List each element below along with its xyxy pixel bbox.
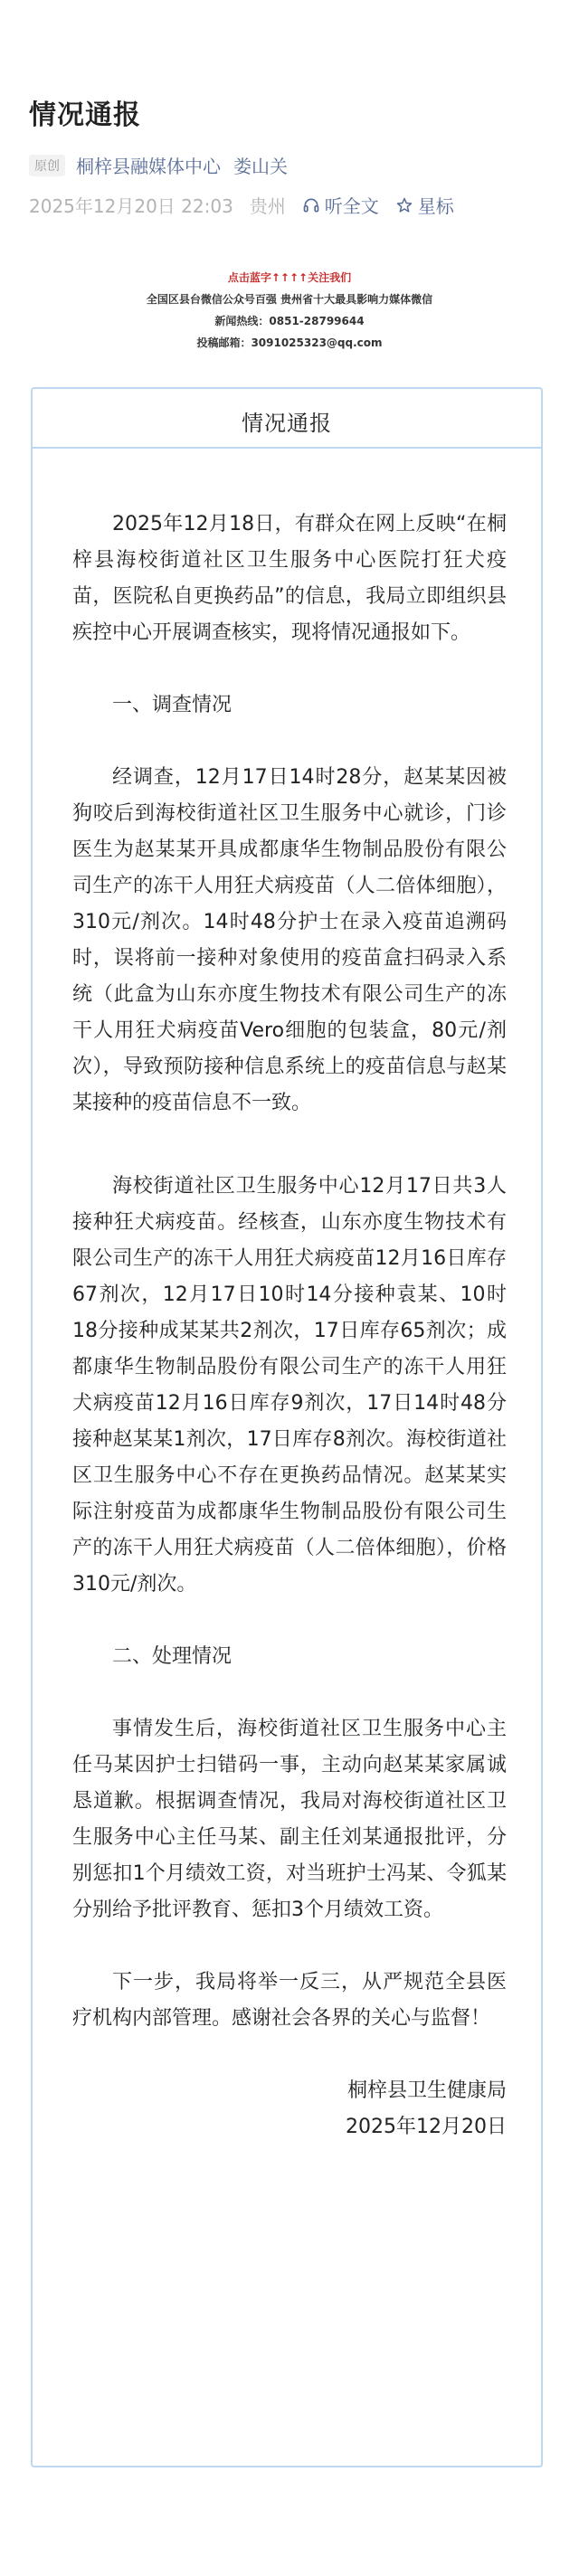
submission-email: 投稿邮箱：3091025323@qq.com <box>196 336 383 349</box>
investigation-paragraph-1: 经调查，12月17日14时28分，赵某某因被狗咬后到海校街道社区卫生服务中心就诊，门诊医生为赵某某开具成都康华生物制品股份有限公司生产的冻干人用狂犬病疫苗（人二倍体细胞），310元/剂次。14时48分护士在录入疫苗追溯码时，误将前一接种对象使用的疫苗盒扫码录入系统（此盒为山东亦度生物技术有限公司生产的冻干人用狂犬病疫苗Vero细胞的包装盒，80元/剂次），导致预防接种信息系统上的疫苗信息与赵某某接种的疫苗信息不一致。 <box>72 766 507 1114</box>
notice-divider <box>33 447 541 449</box>
notice-intro: 2025年12月18日，有群众在网上反映“在桐梓县海校街道社区卫生服务中心医院打狂犬疫苗，医院私自更换药品”的信息，我局立即组织县疾控中心开展调查核实，现将情况通报如下。 <box>72 513 507 644</box>
listen-label: 听全文 <box>324 195 379 217</box>
news-hotline: 新闻热线：0851-28799644 <box>214 315 365 327</box>
star-icon <box>395 196 413 214</box>
follow-prompt[interactable]: 点击蓝字↑↑↑↑关注我们 <box>227 271 352 284</box>
banner-honors: 全国区县台微信公众号百强 贵州省十大最具影响力媒体微信 <box>146 293 433 306</box>
author-name[interactable]: 娄山关 <box>233 156 288 177</box>
article-title: 情况通报 <box>29 99 141 131</box>
publish-location: 贵州 <box>249 195 286 217</box>
section-heading-handling: 二、处理情况 <box>112 1645 233 1668</box>
notice-title: 情况通报 <box>242 411 332 436</box>
section-heading-investigation: 一、调查情况 <box>112 694 233 716</box>
headphones-icon <box>302 196 320 214</box>
closing-paragraph: 下一步，我局将举一反三，从严规范全县医疗机构内部管理。感谢社会各界的关心与监督！ <box>72 1971 507 2030</box>
investigation-paragraph-2: 海校街道社区卫生服务中心12月17日共3人接种狂犬病疫苗。经核查，山东亦度生物技术有限公司生产的冻干人用狂犬病疫苗12月16日库存67剂次，12月17日10时14分接种袁某、10时18分接种成某某共2剂次，17日库存65剂次；成都康华生物制品股份有限公司生产的冻干人用狂犬病疫苗12月16日库存9剂次，17日14时48分接种赵某某1剂次，17日库存8剂次。海校街道社区卫生服务中心不存在更换药品情况。赵某某实际注射疫苗为成都康华生物制品股份有限公司生产的冻干人用狂犬病疫苗（人二倍体细胞），价格310元/剂次。 <box>72 1175 507 1596</box>
notice-content <box>72 507 507 2145</box>
signature-date: 2025年12月20日 <box>346 2116 507 2138</box>
article-meta <box>29 152 288 178</box>
publish-info <box>29 192 470 218</box>
signature-issuer: 桐梓县卫生健康局 <box>346 2079 507 2102</box>
follow-banner <box>0 267 579 354</box>
notice-box <box>31 387 543 2467</box>
account-name-link[interactable]: 桐梓县融媒体中心 <box>76 156 221 177</box>
star-button[interactable] <box>395 192 454 218</box>
publish-time: 2025年12月20日 22:03 <box>29 195 233 217</box>
original-tag: 原创 <box>29 155 65 176</box>
handling-paragraph: 事情发生后，海校街道社区卫生服务中心主任马某因护士扫错码一事，主动向赵某某家属诚恳道歉。根据调查情况，我局对海校街道社区卫生服务中心主任马某、副主任刘某通报批评，分别惩扣1个月绩效工资，对当班护士冯某、令狐某分别给予批评教育、惩扣3个月绩效工资。 <box>72 1718 507 1921</box>
star-label: 星标 <box>417 195 454 217</box>
listen-button[interactable] <box>302 192 379 218</box>
